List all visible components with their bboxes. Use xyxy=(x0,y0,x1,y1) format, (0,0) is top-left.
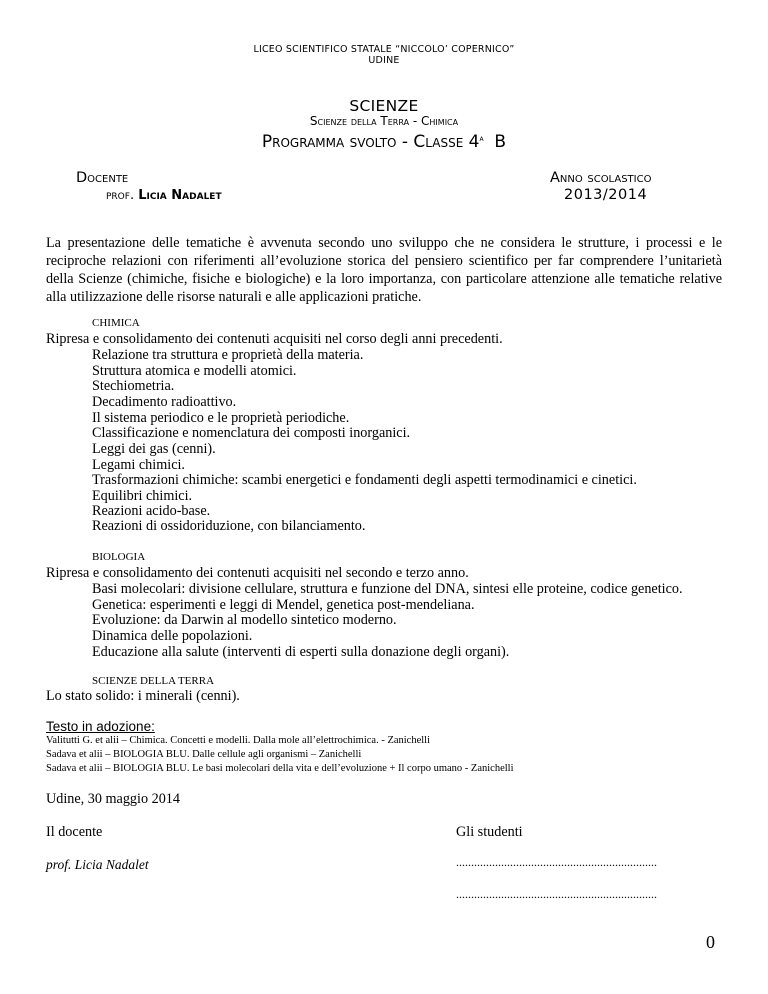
class-section: B xyxy=(494,132,507,152)
list-item: Stechiometria. xyxy=(92,378,175,394)
list-item: Genetica: esperimenti e leggi di Mendel, genetica post-mendeliana. xyxy=(92,597,475,613)
section-heading-terra: SCIENZE DELLA TERRA xyxy=(92,675,215,687)
textbook-item: Valitutti G. et alii – Chimica. Concetti e modelli. Dalla mole all’elettrochimica. - Zanichelli xyxy=(46,735,431,746)
anno-value: 2013/2014 xyxy=(564,187,648,203)
programma-heading xyxy=(0,129,768,152)
section-heading-chimica: CHIMICA xyxy=(92,317,140,329)
page-number: 0 xyxy=(706,932,715,952)
list-item: Trasformazioni chimiche: scambi energetici e fondamenti degli aspetti termodinamici e cinetici. xyxy=(92,472,637,488)
list-item: Legami chimici. xyxy=(92,457,185,473)
list-item: Equilibri chimici. xyxy=(92,488,193,504)
docente-label: Docente xyxy=(76,170,129,186)
list-item: Il sistema periodico e le proprietà periodiche. xyxy=(92,410,350,426)
list-item: Educazione alla salute (interventi di esperti sulla donazione degli organi). xyxy=(92,644,510,660)
document-title: SCIENZE xyxy=(349,97,419,115)
document-date: Udine, 30 maggio 2014 xyxy=(46,791,180,807)
intro-paragraph: La presentazione delle tematiche è avvenuta secondo uno sviluppo che ne considera le strutture, i processi e le reciproche relazioni con riferimenti all’evoluzione storica del pensiero scientifico per far comprendere l’unitarietà della Scienze (chimiche, fisiche e biologiche) e la loro importanza, con particolare attenzione alle tematiche relative alla utilizzazione delle risorse naturali e alle applicazioni pratiche. xyxy=(46,235,722,305)
list-item: Decadimento radioattivo. xyxy=(92,394,237,410)
student-signature-line: ................................................................... xyxy=(456,855,657,869)
list-item: Classificazione e nomenclatura dei composti inorganici. xyxy=(92,425,411,441)
terra-lead: Lo stato solido: i minerali (cenni). xyxy=(46,688,240,704)
programma-text: Programma svolto - Classe 4 xyxy=(261,132,480,152)
docente-prefix: prof. xyxy=(106,188,135,203)
list-item: Reazioni acido-base. xyxy=(92,503,211,519)
textbook-item: Sadava et alii – BIOLOGIA BLU. Dalle cellule agli organismi – Zanichelli xyxy=(46,749,362,760)
docente-signature: prof. Licia Nadalet xyxy=(46,857,149,872)
list-item: Dinamica delle popolazioni. xyxy=(92,628,253,644)
chimica-lead: Ripresa e consolidamento dei contenuti acquisiti nel corso degli anni precedenti. xyxy=(46,331,503,347)
docente-fullname: Licia Nadalet xyxy=(138,188,222,203)
student-signature-line: ................................................................... xyxy=(456,887,657,901)
list-item: Relazione tra struttura e proprietà della materia. xyxy=(92,347,364,363)
school-name xyxy=(0,44,768,66)
biologia-lead: Ripresa e consolidamento dei contenuti acquisiti nel secondo e terzo anno. xyxy=(46,565,469,581)
document-subtitle: Scienze della Terra - Chimica xyxy=(309,114,459,128)
school-city: UDINE xyxy=(368,55,400,66)
class-superscript: a xyxy=(479,134,484,143)
list-item: Reazioni di ossidoriduzione, con bilanciamento. xyxy=(92,518,366,534)
school-name-line: LICEO SCIENTIFICO STATALE “NICCOLO’ COPERNICO” xyxy=(253,44,515,55)
docente-name xyxy=(106,188,222,203)
section-heading-biologia: BIOLOGIA xyxy=(92,551,146,563)
docente-signature-label: Il docente xyxy=(46,824,103,840)
anno-label: Anno scolastico xyxy=(550,170,652,186)
list-item: Struttura atomica e modelli atomici. xyxy=(92,363,297,379)
textbooks-heading: Testo in adozione: xyxy=(46,719,155,734)
list-item: Evoluzione: da Darwin al modello sintetico moderno. xyxy=(92,612,397,628)
list-item: Leggi dei gas (cenni). xyxy=(92,441,216,457)
list-item: Basi molecolari: divisione cellulare, struttura e funzione del DNA, sintesi elle proteine, codice genetico. xyxy=(92,581,683,597)
textbook-item: Sadava et alii – BIOLOGIA BLU. Le basi molecolari della vita e dell’evoluzione + Il corpo umano - Zanichelli xyxy=(46,763,514,774)
studenti-signature-label: Gli studenti xyxy=(456,824,523,840)
